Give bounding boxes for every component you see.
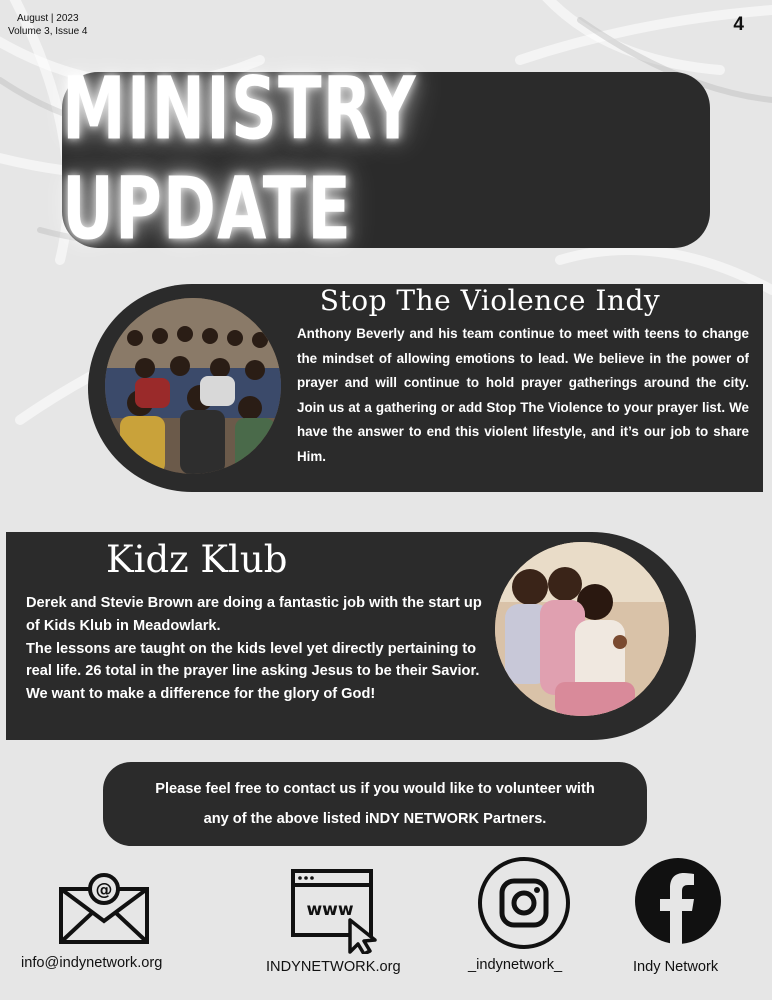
www-icon-text: www	[306, 900, 354, 920]
title-banner	[62, 60, 710, 260]
volunteer-contact-line: Please feel free to contact us if you would like to volunteer with	[155, 781, 595, 797]
facebook-label[interactable]: Indy Network	[633, 959, 719, 975]
svg-text:@: @	[95, 880, 113, 900]
stop-the-violence-heading: Stop The Violence Indy	[319, 284, 661, 317]
www-icon[interactable]	[290, 868, 384, 954]
kidz-klub-body	[26, 592, 496, 706]
kids-praying-photo	[495, 542, 669, 716]
kidz-klub-heading: Kidz Klub	[106, 538, 288, 581]
kidz-klub-paragraph: The lessons are taught on the kids level yet directly pertaining to real life. 26 total in the prayer line asking Jesus to be their Savior. We want to make a difference for the glory of God!	[26, 640, 480, 703]
volunteer-contact-text	[155, 774, 595, 834]
email-label[interactable]: info@indynetwork.org	[21, 955, 163, 971]
instagram-icon[interactable]	[477, 856, 571, 950]
issue-info	[8, 12, 88, 38]
page-number: 4	[733, 14, 744, 35]
kidz-klub-paragraph: Derek and Stevie Brown are doing a fantastic job with the start up of Kids Klub in Meadowlark.	[26, 595, 482, 634]
teens-gathering-photo	[105, 298, 281, 474]
stop-the-violence-body: Anthony Beverly and his team continue to meet with teens to change the mindset of allowing emotions to lead. We believe in the power of prayer and will continue to hold prayer gatherings around the city. Join us at a gathering or add Stop The Violence to your prayer list. We have the answer to end this violent lifestyle, and it’s our job to share Him.	[297, 326, 749, 464]
issue-date: August | 2023	[16, 13, 79, 24]
issue-volume: Volume 3, Issue 4	[8, 26, 88, 37]
volunteer-contact-line: any of the above listed iNDY NETWORK Partners.	[203, 811, 547, 827]
facebook-icon[interactable]	[634, 857, 722, 945]
instagram-label[interactable]: _indynetwork_	[468, 957, 563, 973]
page-title: MINISTRY UPDATE	[62, 60, 417, 260]
volunteer-contact-banner	[103, 762, 647, 846]
email-icon[interactable]	[58, 873, 150, 945]
website-label[interactable]: INDYNETWORK.org	[266, 959, 401, 975]
